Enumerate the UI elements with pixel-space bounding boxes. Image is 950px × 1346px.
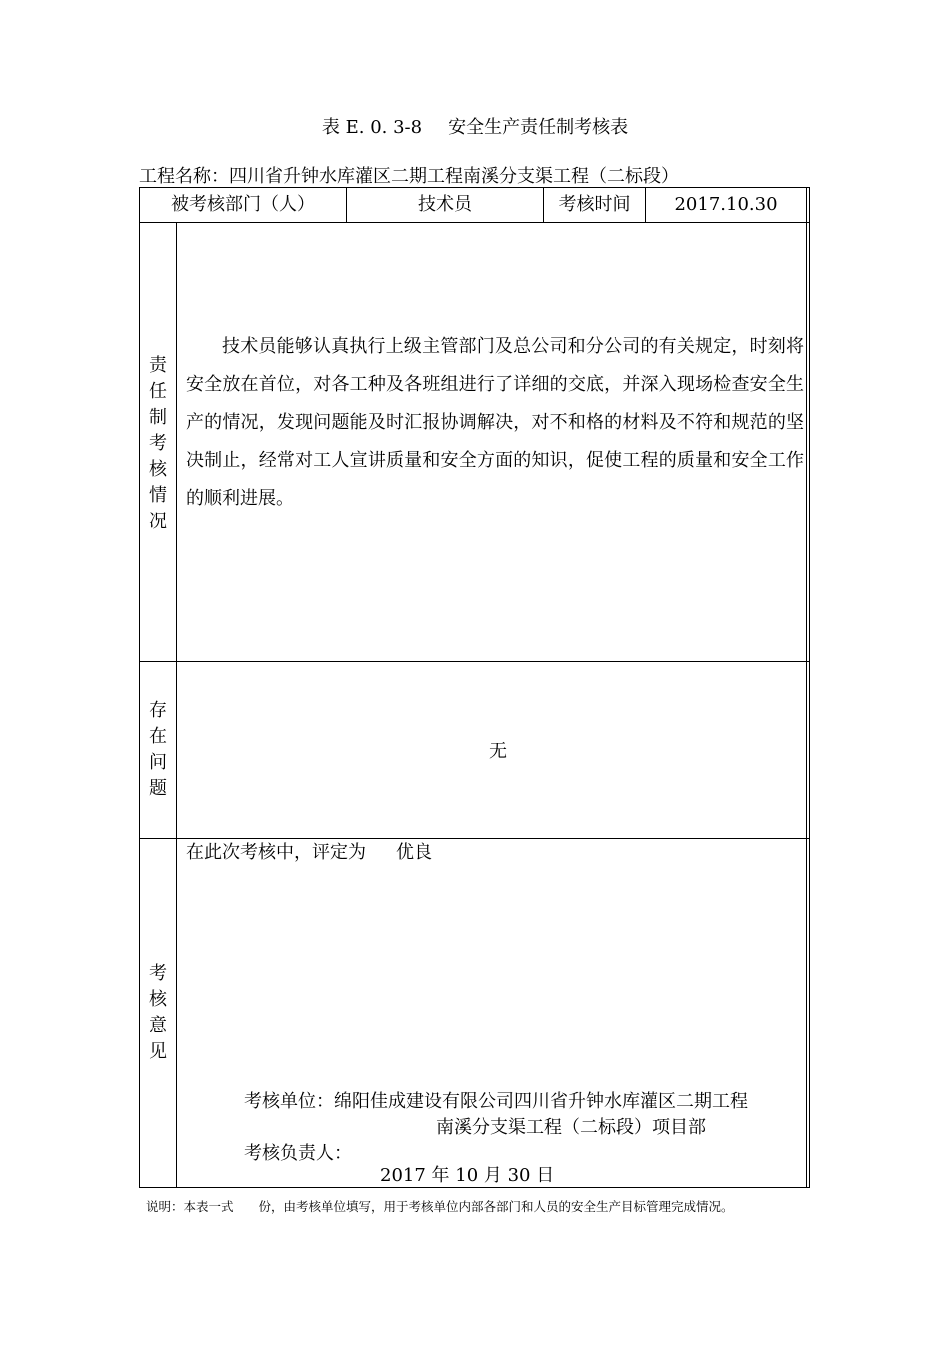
dept-value: 技术员 [418, 194, 472, 215]
label-char: 况 [149, 511, 167, 532]
issues-text: 无 [489, 741, 507, 762]
label-char: 意 [149, 1015, 167, 1036]
page-title [0, 113, 950, 139]
form-title: 安全生产责任制考核表 [448, 117, 629, 138]
assessment-unit-line1: 考核单位：绵阳佳成建设有限公司四川省升钟水库灌区二期工程 [244, 1091, 748, 1112]
label-char: 制 [149, 407, 167, 428]
form-code: 表 E. 0. 3-8 [321, 117, 423, 138]
responsibility-label [140, 353, 176, 535]
label-char: 存 [149, 700, 167, 721]
responsibility-text: 技术员能够认真执行上级主管部门及总公司和分公司的有关规定，时刻将安全放在首位，对各工种及各班组进行了详细的交底，并深入现场检查安全生产的情况，发现问题能及时汇报协调解决，对不和格的材料及不符和规范的坚决制止，经常对工人宣讲质量和安全方面的知识，促使工程的质量和安全工作的顺利进展。 [186, 336, 804, 509]
label-char: 情 [149, 485, 167, 506]
rating-prefix: 在此次考核中，评定为 [186, 842, 366, 863]
row-divider [139, 661, 810, 662]
label-char: 责 [149, 355, 167, 376]
label-char: 核 [149, 459, 167, 480]
opinion-label [140, 961, 176, 1065]
project-name: 工程名称：四川省升钟水库灌区二期工程南溪分支渠工程（二标段） [139, 166, 679, 187]
label-char: 见 [149, 1041, 167, 1062]
label-char: 任 [149, 381, 167, 402]
dept-label: 被考核部门（人） [171, 194, 315, 215]
time-value: 2017.10.30 [674, 194, 778, 215]
responsible-person: 考核负责人： [244, 1143, 352, 1164]
label-char: 考 [149, 963, 167, 984]
assessment-unit-line2: 南溪分支渠工程（二标段）项目部 [436, 1117, 706, 1138]
label-char: 问 [149, 752, 167, 773]
footnote: 说明：本表一式 份，由考核单位填写，用于考核单位内部各部门和人员的安全生产目标管理完成情况。 [146, 1199, 734, 1214]
label-col-divider [176, 222, 177, 1188]
time-label: 考核时间 [558, 194, 631, 215]
row-divider [139, 222, 810, 223]
label-char: 题 [149, 778, 167, 799]
assessment-date: 2017 年 10 月 30 日 [380, 1165, 555, 1186]
rating-line [186, 838, 432, 864]
issues-label [140, 698, 176, 802]
label-char: 核 [149, 989, 167, 1010]
label-char: 考 [149, 433, 167, 454]
rating-value: 优良 [396, 842, 432, 863]
label-char: 在 [149, 726, 167, 747]
